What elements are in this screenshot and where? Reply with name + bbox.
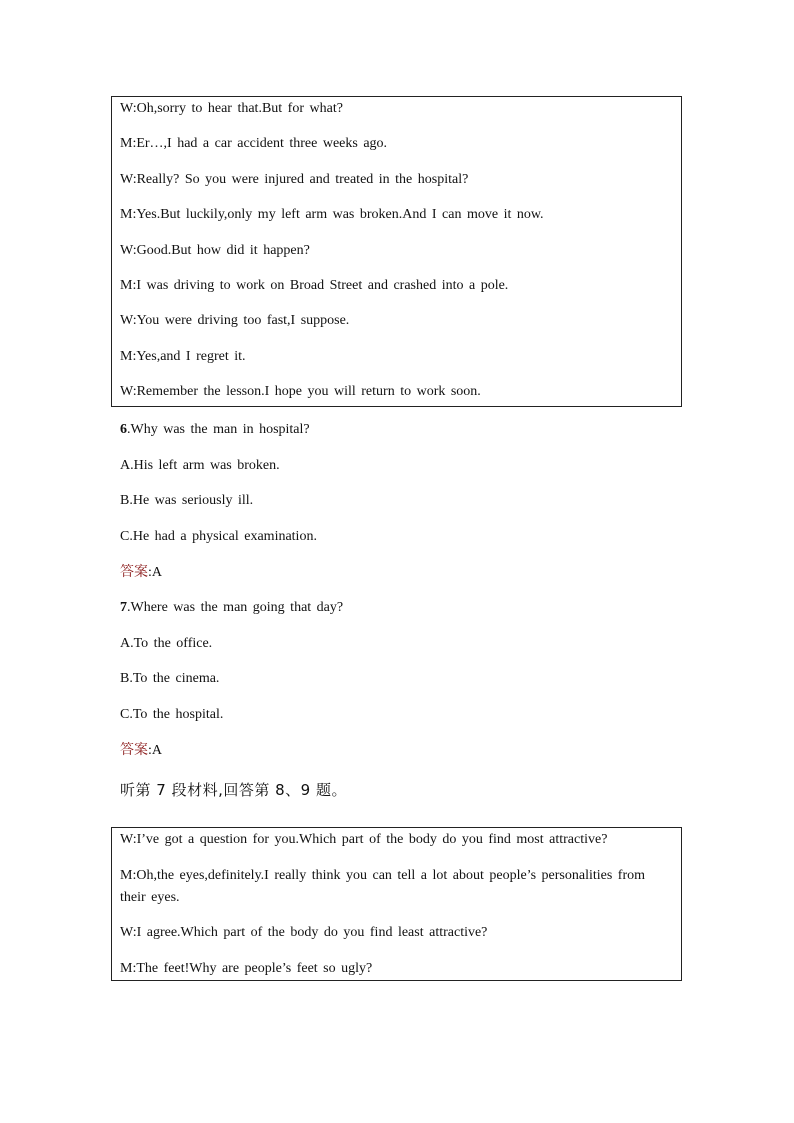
dialogue-line: M:The feet!Why are people’s feet so ugly? [120, 960, 373, 976]
dialogue-line: M:I was driving to work on Broad Street and crashed into a pole. [120, 277, 509, 293]
answer-value: :A [148, 743, 162, 759]
dialogue-line: W:Oh,sorry to hear that.But for what? [120, 101, 343, 116]
option-a: A.To the office. [120, 635, 213, 651]
option-c: C.To the hospital. [120, 706, 224, 722]
dialogue-box-2 [111, 827, 682, 981]
questions-section [120, 418, 680, 814]
answer-label: 答案 [120, 742, 148, 759]
answer [120, 560, 680, 596]
dialogue-line: W:I’ve got a question for you.Which part of the body do you find most attractive? [120, 832, 608, 847]
dialogue-line: W:I agree.Which part of the body do you find least attractive? [120, 925, 488, 940]
dialogue-line: W:Remember the lesson.I hope you will return to work soon. [120, 384, 481, 400]
dialogue-line: W:Good.But how did it happen? [120, 242, 310, 258]
dialogue-line: M:Yes.But luckily,only my left arm was broken.And I can move it now. [120, 207, 544, 223]
question-text: .Where was the man going that day? [127, 599, 344, 615]
dialogue-line: M:Oh,the eyes,definitely.I really think you can tell a lot about people’s personalities from their eyes. [120, 867, 646, 905]
dialogue-line: W:You were driving too fast,I suppose. [120, 313, 350, 329]
question-number: 7 [120, 599, 127, 615]
dialogue-line: M:Er…,I had a car accident three weeks ago. [120, 136, 388, 152]
answer [120, 738, 680, 774]
question-text: .Why was the man in hospital? [127, 422, 310, 437]
dialogue-line: W:Really? So you were injured and treated in the hospital? [120, 171, 469, 187]
answer-label: 答案 [120, 564, 148, 581]
question-6 [120, 418, 680, 454]
option-c: C.He had a physical examination. [120, 528, 317, 544]
answer-value: :A [148, 565, 162, 581]
dialogue-box-1 [111, 96, 682, 407]
option-b: B.He was seriously ill. [120, 493, 254, 509]
option-b: B.To the cinema. [120, 671, 220, 687]
question-7 [120, 596, 680, 632]
option-a: A.His left arm was broken. [120, 457, 280, 473]
question-number: 6 [120, 422, 127, 437]
section-instruction: 听第 7 段材料,回答第 8、9 题。 [120, 780, 347, 799]
dialogue-line: M:Yes,and I regret it. [120, 348, 246, 364]
